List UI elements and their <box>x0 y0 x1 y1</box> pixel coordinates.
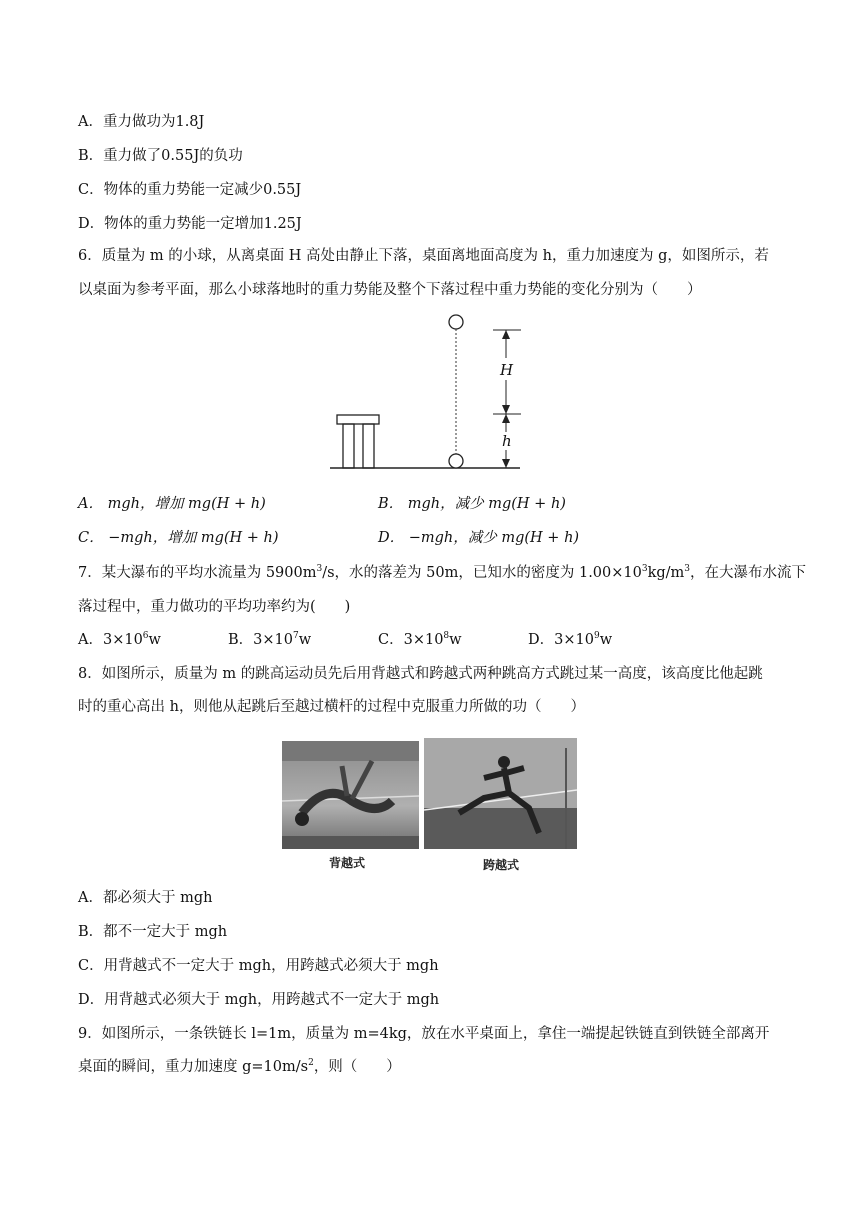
q7-option-b: B．$3\times 10^7w$ <box>228 631 312 648</box>
q7-option-c: C．$3\times 10^8w$ <box>378 631 462 648</box>
table-leg-right <box>363 424 374 468</box>
q6-stem-line1: 6．质量为 m 的小球，从离桌面 H 高处由静止下落，桌面离地面高度为 h，重力加速度为 g，如图所示，若 <box>78 248 769 264</box>
q6-figure <box>325 308 525 474</box>
q5-option-a: A．重力做功为1.8J <box>78 114 205 130</box>
q8-label-straddle-jump: 跨越式 <box>483 858 520 872</box>
label-H: H <box>500 361 514 379</box>
q5-option-b: B．重力做了0.55J的负功 <box>78 148 243 164</box>
q8-photo-back-jump <box>282 741 419 849</box>
q6-option-d: D． −mgh，减少 mg(H + h) <box>378 530 580 546</box>
ball-end <box>449 454 463 468</box>
q9-stem-line2: 桌面的瞬间，重力加速度 $g=10m/s^2$，则（ ） <box>78 1058 401 1075</box>
q5-option-c: C．物体的重力势能一定减少0.55J <box>78 182 302 198</box>
table-top <box>337 415 379 424</box>
q8-stem-line1: 8．如图所示，质量为 m 的跳高运动员先后用背越式和跨越式两种跳高方式跳过某一高度，该高度比他起跳 <box>78 666 763 682</box>
q7-stem-line2: 落过程中，重力做功的平均功率约为( ) <box>78 599 351 615</box>
q7-option-a: A．$3\times 10^6w$ <box>78 631 161 648</box>
q6-option-c: C． −mgh，增加 mg(H + h) <box>78 530 279 546</box>
q6-option-b: B． mgh，减少 mg(H + h) <box>378 496 566 512</box>
q8-option-c: C．用背越式不一定大于 mgh，用跨越式必须大于 mgh <box>78 958 439 974</box>
q6-stem-line2: 以桌面为参考平面，那么小球落地时的重力势能及整个下落过程中重力势能的变化分别为（ ） <box>78 282 702 298</box>
q8-option-a: A．都必须大于 mgh <box>78 890 213 906</box>
label-h: h <box>502 432 512 450</box>
q8-label-back-jump: 背越式 <box>329 856 366 870</box>
q9-stem-line1: 9．如图所示，一条铁链长 l=1m，质量为 m=4kg，放在水平桌面上，拿住一端提起铁链直到铁链全部离开 <box>78 1026 770 1042</box>
q6-option-a: A． mgh，增加 mg(H + h) <box>78 496 266 512</box>
q5-option-d: D．物体的重力势能一定增加1.25J <box>78 216 302 232</box>
q8-stem-line2: 时的重心高出 h，则他从起跳后至越过横杆的过程中克服重力所做的功（ ） <box>78 699 585 715</box>
table-leg-left <box>343 424 354 468</box>
q7-option-d: D．$3\times 10^9w$ <box>528 631 613 648</box>
q8-option-b: B．都不一定大于 mgh <box>78 924 228 940</box>
q8-option-d: D．用背越式必须大于 mgh，用跨越式不一定大于 mgh <box>78 992 440 1008</box>
q8-photo-straddle-jump <box>424 738 577 849</box>
q7-stem-line1: 7．某大瀑布的平均水流量为 $5900m^3/s$，水的落差为 50m，已知水的密度为 $1.00\times 10^3kg/m^3$，在大瀑布水流下 <box>78 564 807 581</box>
ball-start <box>449 315 463 329</box>
